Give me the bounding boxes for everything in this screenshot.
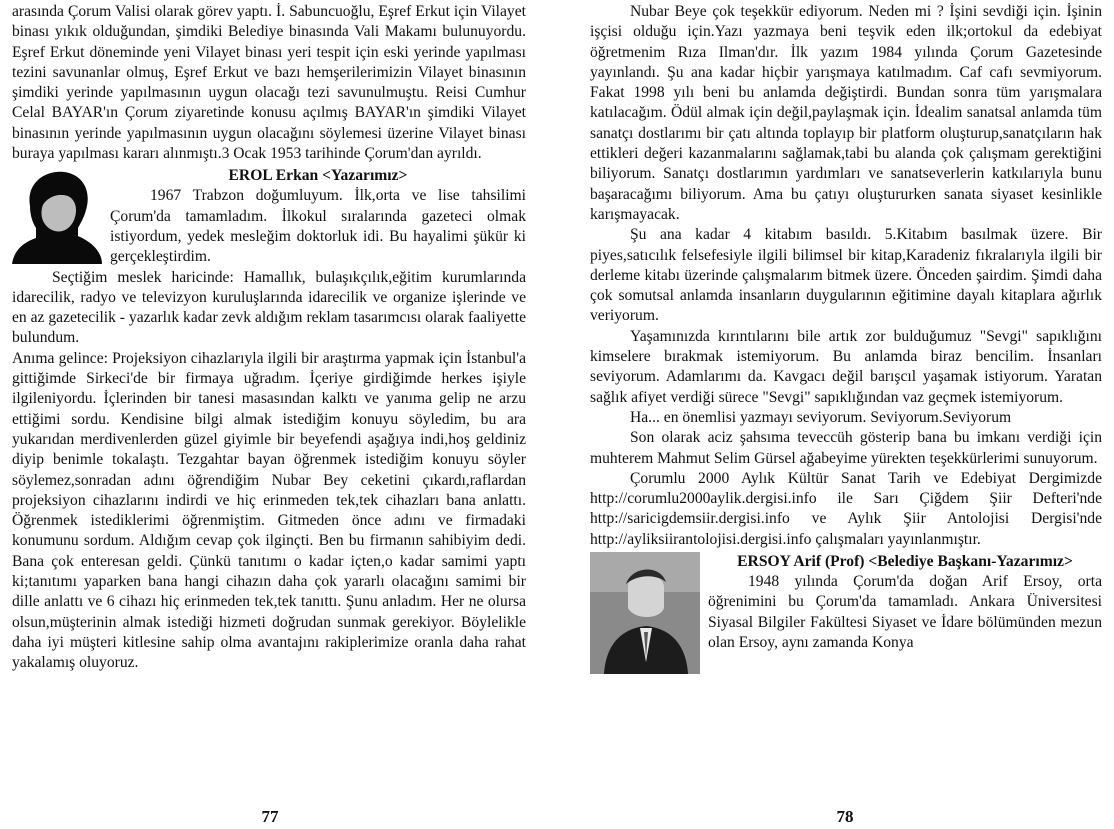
left-page <box>0 0 540 829</box>
paragraph-kitap: Şu ana kadar 4 kitabım basıldı. 5.Kitabım basılmak üzere. Bir piyes,satıcılık felsefesiyle ilgili bilimsel bir kitap,Karadeniz fıkralarıyla ilgili bir derleme kitabı üzerinde çalışmalarım bitmek üzere. Önceden şairdim. Şimdi daha çok somutsal anlamda insanların duygularının eğitimine dayalı kitaplara ağırlık veriyorum. <box>590 226 1102 325</box>
bio-ersoy <box>590 552 1102 674</box>
paragraph-nubar: Nubar Beye çok teşekkür ediyorum. Neden mi ? İşini sevdiği için. İşinin işçisi olduğu için.Yazı yazmaya beni teşvik eden ilk;ortokul da edebiyat öğretmenim Rıza Ilman'dır. İlk yazım 1984 yılında Çorum Gazetesinde yayınlandı. Şu ana kadar hiçbir yarışmaya katılmadım. Caf cafı sevmiyorum. Fakat 1998 yılı beni bu anlamda değiştirdi. Bundan sonra tüm yarışmalara katılacağım. Ödül almak için değil,paylaşmak için. İdealim sanatsal anlamda tüm sanatçı dostlarımı bir çatı altında toplayıp bir platform oluşturup,sanatçıların hak ettikleri değeri kazanmalarını sağlamak,tabi bu alanda çok çalışmam gerektiğini biliyorum. Sanatçı dostlarımın yardımları ve sanatseverlerin katkılarıyla bunu başaracağımı biliyorum. Ama bu çatıyı oluştururken sanata siyaset kesinlikle karışmayacak. <box>590 3 1102 223</box>
bio-title-ersoy: ERSOY Arif (Prof) <Belediye Başkanı-Yazarımız> <box>737 553 1073 571</box>
paragraph-ani: Anıma gelince: Projeksiyon cihazlarıyla ilgili bir araştırma yapmak için İstanbul'a gittiğimde Sirkeci'de bir firmaya uğradım. İçeriye girdiğimde herkes işiyle ilgileniyordu. İçlerinden bir tanesi masasından kalktı ve yanıma gelip ne arzu ettiğimi sordu. Kendisine bilgi almak istediğim konuyu söyledim, bu ara yukarıdan merdivenlerden güzel giyimle bir beyefendi aşağıya indi,hoş geldiniz diyip benimle tokalaştı. Tezgahtar bayan öğrenmek istediğim konuyu söyler söylemez,sonradan adını öğrendiğim Nubar Bey ceketini çıkardı,raflardan projeksiyon cihazlarını indirdi ve hiç erinmeden tek,tek cihazları bana anlattı. Öğrenmek istediklerimi öğrenmiştim. Gitmeden önce adını ve firmadaki konumunu sordum. Aldığım cevap çok ilginçti. Ben bu firmanın sahibiyim dedi. Bana çok enteresan geldi. Çünkü tanıtımı o kadar içten,o kadar samimi yaptı ki;tanıtımı yaparken bana hangi cihazın daha çok yararlı olacağını samimi bir dille anlattı ve 6 cihazı hiç erinmeden tek,tek tanıttı. Şunu anladım. Her ne olursa olsun,müşterinin almak istediği hizmeti doğrudan sunmak gerekiyor. Böylelikle daha iyi müşteri kitlesine sahip olma avantajını rakiplerimize oranla daha rahat yakalamış oluyoruz. <box>12 349 526 672</box>
right-page <box>576 0 1114 829</box>
paragraph-ha: Ha... en önemlisi yazmayı seviyorum. Seviyorum.Seviyorum <box>630 408 1012 426</box>
paragraph-dergi: Çorumlu 2000 Aylık Kültür Sanat Tarih ve Edebiyat Dergimizde http://corumlu2000aylik.dergisi.info ile Sarı Çiğdem Şiir Defteri'nde http://saricigdemsiir.dergisi.info ve Aylık Şiir Antolojisi Dergisi'nde http://ayliksiirantolojisi.dergisi.info çalışmaları yayınlanmıştır. <box>590 469 1102 548</box>
bio-erol-body <box>110 166 526 267</box>
paragraph-son: Son olarak aciz şahsıma teveccüh gösterip bana bu imkanı verdiği için muhterem Mahmut Selim Gürsel ağabeyime yürekten teşekkürlerimi sunuyorum. <box>590 429 1102 467</box>
paragraph-sevgi: Yaşamınızda kırıntılarını bile artık zor bulduğumuz "Sevgi" sapıklığını kimselere bırakmak istemiyorum. Bu anlamda biraz bencilim. İnsanları seviyorum. Adamlarımı da. Kavgacı değil barışcıl yaşamak istiyorum. Yaratan sağlık afiyet verdiği sürece "Sevgi" sapıklığından vaz geçmek istemiyorum. <box>590 327 1102 406</box>
paragraph-vali: arasında Çorum Valisi olarak görev yaptı. İ. Sabuncuoğlu, Eşref Erkut için Vilayet binası yıkık olduğundan, şimdiki Belediye binasında Vali Makamı bulunuyordu. Eşref Erkut döneminde yeni Vilayet binası yeri tespit için eski yerinde yapılması tezini savunanlar olmuş, Eşref Erkut ve bazı hemşerilerimizin Vilayet binasının şimdiki yerinde yapılmasının uygun olacağı tezi savunulmuştu. Reisi Cumhur Celal BAYAR'ın Çorum ziyaretinde konusu açılmış BAYAR'ın şimdiki Vilayet binasının yerinde yapılmasının uygun olacağını söylemesi üzerine Vilayet binası buraya yapılması kararı alınmıştı.3 Ocak 1953 tarihinde Çorum'dan ayrıldı. <box>12 3 526 163</box>
page-number-left: 77 <box>261 807 279 826</box>
portrait-erol-icon <box>12 166 102 264</box>
bio-ersoy-body <box>708 552 1102 674</box>
page-number-right: 78 <box>836 807 854 826</box>
portrait-ersoy-icon <box>590 552 700 674</box>
paragraph-meslek: Seçtiğim meslek haricinde: Hamallık, bulaşıkçılık,eğitim kurumlarında idarecilik, radyo ve televizyon kuruluşlarında idarecilik ve organize işlerinde ve en az gazetecilik - yazarlık kadar zevk aldığım reklam tasarımcısı olarak faaliyette bulundum. <box>12 268 526 347</box>
bio-intro-erol: 1967 Trabzon doğumluyum. İlk,orta ve lise tahsilimi Çorum'da tamamladım. İlkokul sıralarında gazeteci olmak istiyordum, yedek mesleğim doktorluk idi. Bu hayalimi şükür ki gerçekleştirdim. <box>110 187 526 266</box>
portrait-photo-erol <box>12 166 102 264</box>
bio-title-erol: EROL Erkan <Yazarımız> <box>228 167 408 185</box>
page-gutter <box>540 0 576 829</box>
bio-intro-ersoy: 1948 yılında Çorum'da doğan Arif Ersoy, orta öğrenimini bu Çorum'da tamamladı. Ankara Üniversitesi Siyasal Bilgiler Fakültesi Siyaset ve İdare bölümünden mezun olan Ersoy, aynı zamanda Konya <box>708 573 1102 651</box>
bio-erol <box>12 166 526 267</box>
portrait-photo-ersoy <box>590 552 700 674</box>
